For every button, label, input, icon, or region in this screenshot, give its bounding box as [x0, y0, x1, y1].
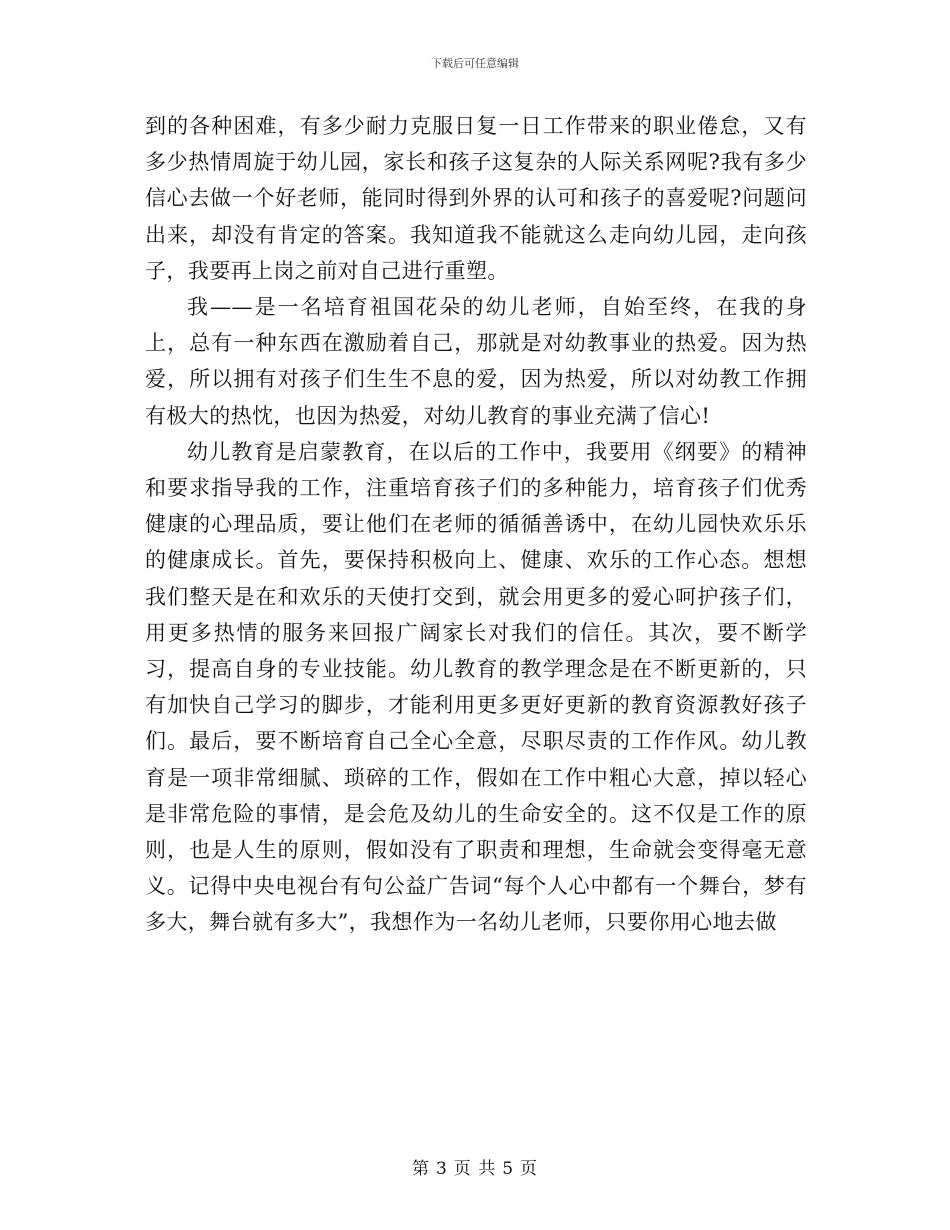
paragraph-1: 到的各种困难，有多少耐力克服日复一日工作带来的职业倦怠，又有多少热情周旋于幼儿园，家长和孩子这复杂的人际关系网呢?我有多少信心去做一个好老师，能同时得到外界的认可和孩子的喜爱呢?问题问出来，却没有肯定的答案。我知道我不能就这么走向幼儿园，走向孩子，我要再上岗之前对自己进行重塑。 — [145, 114, 807, 283]
page-header: 下载后可任意编辑 — [431, 57, 519, 70]
footer-prefix: 第 — [411, 1159, 430, 1179]
current-page-number: 3 — [435, 1159, 448, 1179]
footer-middle: 页 共 — [453, 1159, 497, 1179]
paragraph-3: 幼儿教育是启蒙教育，在以后的工作中，我要用《纲要》的精神和要求指导我的工作，注重培育孩子们的多种能力，培育孩子们优秀健康的心理品质，要让他们在老师的循循善诱中，在幼儿园快欢乐乐的健康成长。首先，要保持积极向上、健康、欢乐的工作心态。想想我们整天是在和欢乐的天使打交到，就会用更多的爱心呵护孩子们，用更多热情的服务来回报广阔家长对我们的信任。其次，要不断学习，提高自身的专业技能。幼儿教育的教学理念是在不断更新的，只有加快自己学习的脚步，才能利用更多更好更新的教育资源教好孩子们。最后，要不断培育自己全心全意，尽职尽责的工作作风。幼儿教育是一项非常细腻、琐碎的工作，假如在工作中粗心大意，掉以轻心是非常危险的事情，是会危及幼儿的生命安全的。这不仅是工作的原则，也是人生的原则，假如没有了职责和理想，生命就会变得毫无意义。记得中央电视台有句公益广告词“每个人心中都有一个舞台，梦有多大，舞台就有多大”，我想作为一名幼儿老师，只要你用心地去做 — [145, 439, 807, 935]
total-pages-number: 5 — [502, 1159, 515, 1179]
page-footer — [0, 1154, 950, 1179]
paragraph-2: 我——是一名培育祖国花朵的幼儿老师，自始至终，在我的身上，总有一种东西在激励着自己，那就是对幼教事业的热爱。因为热爱，所以拥有对孩子们生生不息的爱，因为热爱，所以对幼教工作拥有极大的热忱，也因为热爱，对幼儿教育的事业充满了信心! — [145, 295, 807, 428]
document-body — [145, 108, 807, 941]
footer-suffix: 页 — [520, 1159, 539, 1179]
